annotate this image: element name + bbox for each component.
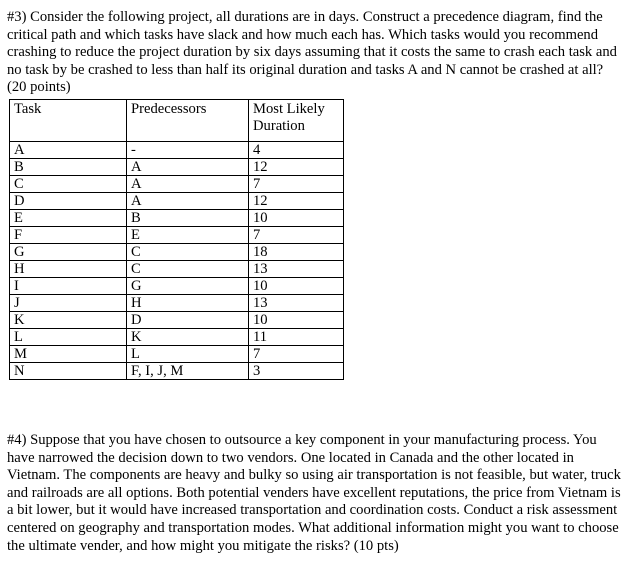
task-cell: J bbox=[10, 295, 127, 312]
predecessor-cell: B bbox=[127, 210, 249, 227]
predecessor-cell: H bbox=[127, 295, 249, 312]
predecessor-cell: E bbox=[127, 227, 249, 244]
duration-cell: 10 bbox=[249, 278, 344, 295]
predecessor-cell: K bbox=[127, 329, 249, 346]
task-cell: C bbox=[10, 176, 127, 193]
table-row bbox=[10, 244, 344, 261]
task-cell: A bbox=[10, 142, 127, 159]
duration-cell: 7 bbox=[249, 176, 344, 193]
table-row bbox=[10, 210, 344, 227]
header-most-likely-duration: Most Likely Duration bbox=[249, 100, 344, 142]
question-3-text: #3) Consider the following project, all durations are in days. Construct a precedence diagram, find the critical path and which tasks have slack and how much each has. Which tasks would you recommend crashing to reduce the project duration by six days assuming that it costs the same to crash each task and no task by be crashed to less than half its original duration and tasks A and N cannot be crashed at all? (20 points) bbox=[7, 9, 617, 96]
table-row bbox=[10, 346, 344, 363]
predecessor-cell: D bbox=[127, 312, 249, 329]
project-task-table bbox=[9, 99, 344, 380]
duration-cell: 10 bbox=[249, 312, 344, 329]
table-row bbox=[10, 278, 344, 295]
task-cell: I bbox=[10, 278, 127, 295]
duration-cell: 7 bbox=[249, 346, 344, 363]
task-cell: G bbox=[10, 244, 127, 261]
table-row bbox=[10, 363, 344, 380]
predecessor-cell: L bbox=[127, 346, 249, 363]
header-task: Task bbox=[10, 100, 127, 142]
table-row bbox=[10, 261, 344, 278]
task-cell: E bbox=[10, 210, 127, 227]
task-cell: D bbox=[10, 193, 127, 210]
table-row bbox=[10, 295, 344, 312]
table-row bbox=[10, 329, 344, 346]
table-row bbox=[10, 312, 344, 329]
predecessor-cell: - bbox=[127, 142, 249, 159]
table-row bbox=[10, 227, 344, 244]
table-header-row bbox=[10, 100, 344, 142]
task-cell: L bbox=[10, 329, 127, 346]
predecessor-cell: A bbox=[127, 193, 249, 210]
predecessor-cell: F, I, J, M bbox=[127, 363, 249, 380]
predecessor-cell: G bbox=[127, 278, 249, 295]
question-4-text: #4) Suppose that you have chosen to outsource a key component in your manufacturing process. You have narrowed the decision down to two vendors. One located in Canada and the other located in Vietnam. The components are heavy and bulky so using air transportation is not feasible, but water, truck and railroads are all options. Both potential venders have excellent reputations, the price from Vietnam is a bit lower, but it would have increased transportation and coordination costs. Conduct a risk assessment centered on geography and transportation modes. What additional information might you want to choose the ultimate vender, and how might you mitigate the risks? (10 pts) bbox=[7, 432, 621, 554]
duration-cell: 13 bbox=[249, 295, 344, 312]
duration-cell: 13 bbox=[249, 261, 344, 278]
header-predecessors: Predecessors bbox=[127, 100, 249, 142]
task-cell: K bbox=[10, 312, 127, 329]
duration-cell: 10 bbox=[249, 210, 344, 227]
table-row bbox=[10, 159, 344, 176]
task-cell: H bbox=[10, 261, 127, 278]
predecessor-cell: C bbox=[127, 244, 249, 261]
table-row bbox=[10, 142, 344, 159]
task-cell: B bbox=[10, 159, 127, 176]
duration-cell: 12 bbox=[249, 159, 344, 176]
duration-cell: 18 bbox=[249, 244, 344, 261]
task-cell: F bbox=[10, 227, 127, 244]
task-cell: M bbox=[10, 346, 127, 363]
predecessor-cell: A bbox=[127, 176, 249, 193]
predecessor-cell: A bbox=[127, 159, 249, 176]
duration-cell: 11 bbox=[249, 329, 344, 346]
task-cell: N bbox=[10, 363, 127, 380]
table-row bbox=[10, 193, 344, 210]
duration-cell: 12 bbox=[249, 193, 344, 210]
duration-cell: 7 bbox=[249, 227, 344, 244]
predecessor-cell: C bbox=[127, 261, 249, 278]
duration-cell: 3 bbox=[249, 363, 344, 380]
duration-cell: 4 bbox=[249, 142, 344, 159]
table-row bbox=[10, 176, 344, 193]
